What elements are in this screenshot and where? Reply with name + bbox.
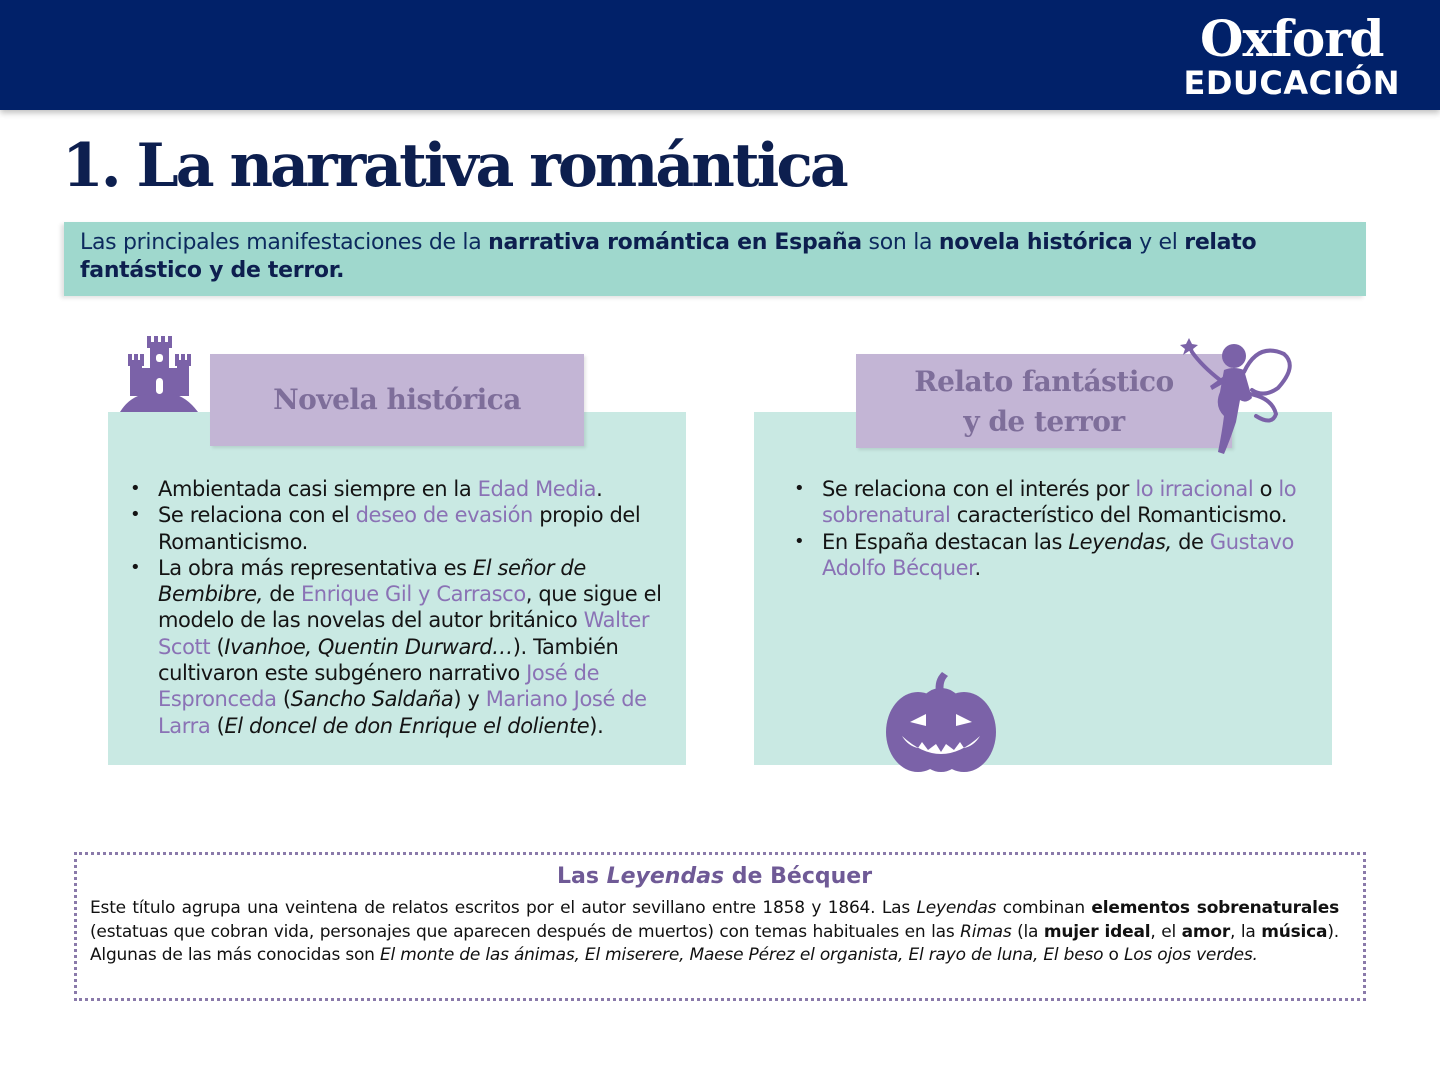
intro-bold: relato fantástico y de terror. [80,230,1257,283]
bold-term: amor [1181,921,1231,942]
intro-text: son la [861,230,939,255]
oxford-logo[interactable] [1183,9,1400,102]
work-title: El monte de las ánimas, El miserere, Maese Pérez el organista, El rayo de luna, El beso [379,945,1104,965]
highlight-term: lo sobrenatural [822,477,1297,528]
novela-historica-heading: Novela histórica [210,354,584,446]
author-name: Mariano José de Larra [158,687,647,738]
castle-icon [120,334,198,414]
list-item [130,555,670,739]
leyendas-info-box [74,852,1366,1001]
list-item [794,476,1304,529]
list-item [130,502,670,555]
logo-oxford-text: Oxford [1199,9,1384,68]
intro-banner [64,222,1366,296]
list-item [130,476,670,502]
bullet-text: , que sigue el modelo de las novelas del autor británico [158,582,662,633]
work-title: Leyendas, [1068,529,1172,554]
bullet-text: ( [210,713,225,738]
work-title: El doncel de don Enrique el doliente [224,713,590,738]
heading-line: Relato fantástico [914,365,1174,398]
bullet-text: ) y [453,687,486,712]
paragraph-text: ). Algunas de las más conocidas son [90,921,1339,965]
highlight-term: Edad Media [477,477,597,501]
bullet-text: . [974,555,981,580]
author-name: José de Espronceda [158,661,600,712]
intro-bold: narrativa romántica en España [488,230,862,255]
heading-line: y de terror [963,405,1125,438]
bullet-text: Se relaciona con el [158,503,356,528]
author-name: Walter Scott [158,608,650,659]
title-italic: Leyendas [606,864,725,889]
pumpkin-icon [884,670,998,774]
intro-text: y el [1132,230,1185,255]
paragraph-text: combinan [996,898,1092,918]
bullet-text: Se relaciona con el interés por [822,477,1136,501]
title-text: Las [556,864,607,889]
bullet-text: o [1253,477,1279,501]
intro-bold: novela histórica [938,230,1133,255]
bullet-text: Ambientada casi siempre en la [158,477,478,501]
page-title: 1. La narrativa romántica [62,131,846,201]
relato-fantastico-list [794,476,1304,581]
bullet-text: En España destacan las [822,529,1069,554]
bullet-text: característico del Romanticismo. [950,503,1288,528]
bold-term: música [1261,921,1328,942]
bullet-text: de [262,582,301,607]
header-bar [0,0,1440,110]
list-item [794,529,1304,582]
work-title: El señor de Bembibre, [158,555,586,607]
bullet-text: propio del Romanticismo. [158,503,641,554]
relato-fantastico-panel [754,412,1332,765]
author-name: Enrique Gil y Carrasco [300,582,526,607]
leyendas-paragraph [90,897,1339,968]
relato-fantastico-heading [856,354,1232,448]
paragraph-text: (la [1011,921,1044,942]
bullet-text: La obra más representativa es [158,555,473,580]
novela-historica-list [130,476,670,739]
bullet-text: ). [589,713,604,738]
bullet-text: ( [210,634,225,659]
bold-term: elementos sobrenaturales [1091,898,1339,918]
work-title: Los ojos verdes. [1123,945,1258,965]
title-text: de Bécquer [724,864,873,889]
work-title: Sancho Saldaña [290,687,454,712]
bullet-text: . [596,477,603,501]
fairy-icon [1180,336,1296,458]
work-title: Leyendas [916,898,997,918]
paragraph-text: o [1103,945,1124,965]
paragraph-text: , el [1150,921,1182,942]
work-title: Rimas [960,921,1012,942]
author-name: Gustavo Adolfo Bécquer [822,529,1294,580]
logo-educacion-text: EDUCACIÓN [1183,64,1400,102]
bullet-text: ). También cultivaron este subgénero narrativo [158,634,619,686]
paragraph-text: Este título agrupa una veintena de relatos escritos por el autor sevillano entre 1858 y 1864. Las [90,898,917,918]
highlight-term: deseo de evasión [355,503,533,528]
leyendas-title [90,861,1339,893]
paragraph-text: , la [1230,921,1262,942]
bold-term: mujer ideal [1043,921,1151,942]
highlight-term: lo irracional [1135,477,1254,501]
paragraph-text: (estatuas que cobran vida, personajes que aparecen después de muertos) con temas habituales en las [90,921,961,942]
bullet-text: ( [276,687,291,712]
bullet-text: de [1171,529,1210,554]
intro-text: Las principales manifestaciones de la [80,230,489,255]
work-title: Ivanhoe, Quentin Durward… [224,634,513,659]
